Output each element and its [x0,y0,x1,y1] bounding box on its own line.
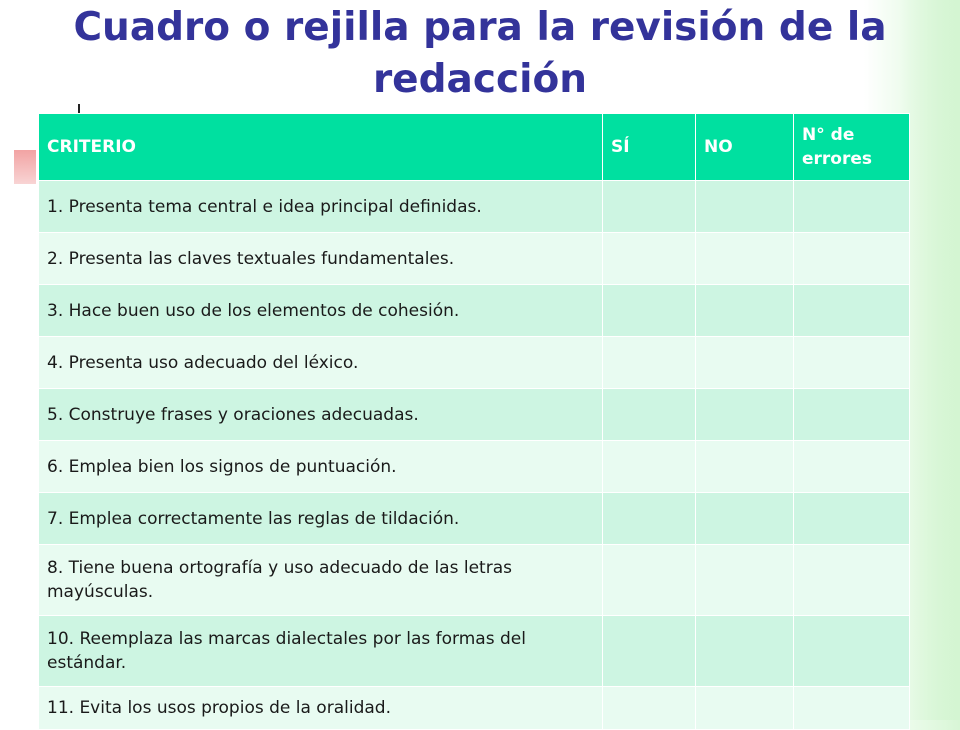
cell-si[interactable] [603,285,696,337]
cell-errores[interactable] [794,285,910,337]
header-errores: N° de errores [794,114,910,181]
header-criterio: CRITERIO [39,114,603,181]
table-row [39,389,910,441]
cell-errores[interactable] [794,337,910,389]
cell-no[interactable] [696,233,794,285]
cell-no[interactable] [696,181,794,233]
cell-si[interactable] [603,616,696,687]
table-row [39,233,910,285]
cell-criterio: 11. Evita los usos propios de la oralidad. [39,687,603,730]
cell-criterio: 6. Emplea bien los signos de puntuación. [39,441,603,493]
cell-si[interactable] [603,389,696,441]
cell-errores[interactable] [794,616,910,687]
cell-criterio: 2. Presenta las claves textuales fundamentales. [39,233,603,285]
table-row [39,493,910,545]
cell-no[interactable] [696,616,794,687]
cell-errores[interactable] [794,493,910,545]
cell-criterio: 10. Reemplaza las marcas dialectales por las formas del estándar. [39,616,603,687]
cell-criterio: 1. Presenta tema central e idea principal definidas. [39,181,603,233]
cell-si[interactable] [603,233,696,285]
cell-no[interactable] [696,545,794,616]
cell-criterio: 8. Tiene buena ortografía y uso adecuado de las letras mayúsculas. [39,545,603,616]
cell-si[interactable] [603,687,696,730]
table-row [39,285,910,337]
cell-si[interactable] [603,337,696,389]
cell-si[interactable] [603,493,696,545]
cell-no[interactable] [696,441,794,493]
cell-si[interactable] [603,441,696,493]
cell-no[interactable] [696,687,794,730]
table-row [39,616,910,687]
cell-no[interactable] [696,493,794,545]
table-row [39,441,910,493]
cell-criterio: 7. Emplea correctamente las reglas de tildación. [39,493,603,545]
header-si: SÍ [603,114,696,181]
cell-errores[interactable] [794,389,910,441]
cell-criterio: 4. Presenta uso adecuado del léxico. [39,337,603,389]
header-no: NO [696,114,794,181]
cell-no[interactable] [696,337,794,389]
cell-si[interactable] [603,181,696,233]
table-row [39,545,910,616]
cell-criterio: 3. Hace buen uso de los elementos de cohesión. [39,285,603,337]
table-row [39,687,910,730]
table-row [39,181,910,233]
decorative-accent-bar [14,150,36,184]
table-header-row [39,114,910,181]
table-row [39,337,910,389]
cell-no[interactable] [696,285,794,337]
cell-si[interactable] [603,545,696,616]
cell-errores[interactable] [794,441,910,493]
cell-errores[interactable] [794,687,910,730]
cell-errores[interactable] [794,545,910,616]
revision-grid-table [38,113,910,730]
cell-criterio: 5. Construye frases y oraciones adecuadas. [39,389,603,441]
cell-no[interactable] [696,389,794,441]
page-title: Cuadro o rejilla para la revisión de la redacción [73,5,887,102]
cell-errores[interactable] [794,181,910,233]
cell-errores[interactable] [794,233,910,285]
